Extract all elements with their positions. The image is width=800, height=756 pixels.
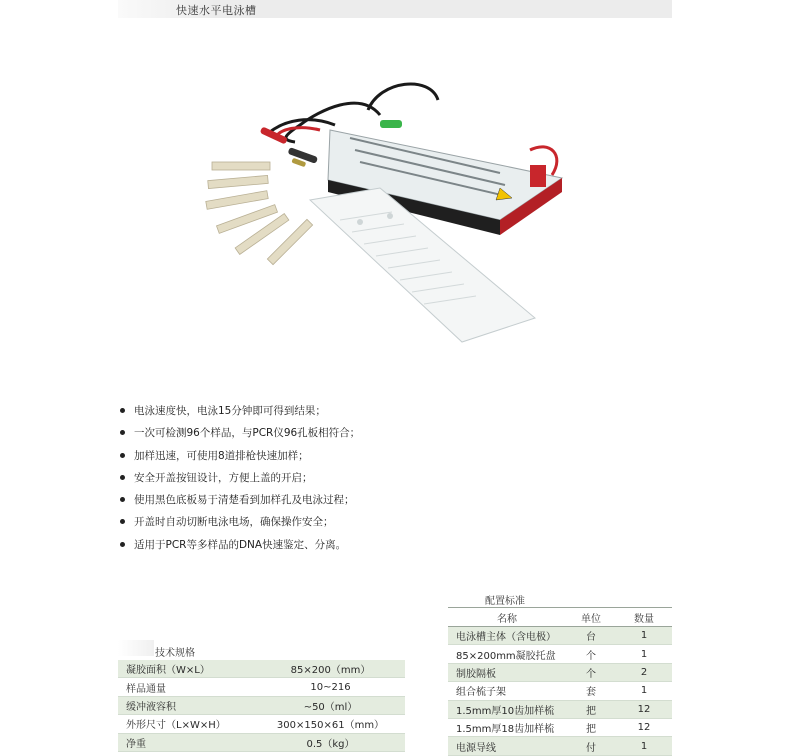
config-table	[448, 609, 672, 756]
table-row	[448, 682, 672, 700]
table-row	[118, 696, 405, 714]
table-row	[448, 718, 672, 736]
column-header-qty: 数量	[616, 609, 672, 627]
feature-list	[118, 400, 360, 556]
table-row	[448, 737, 672, 755]
bullet-icon	[120, 475, 125, 480]
bullet-icon	[120, 542, 125, 547]
section-title-decoration	[118, 640, 154, 656]
list-item: 安全开盖按钮设计，方便上盖的开启；	[118, 467, 360, 489]
table-row	[448, 645, 672, 663]
list-item: 开盖时自动切断电泳电场，确保操作安全；	[118, 511, 360, 533]
table-cell: 付	[566, 737, 616, 755]
table-cell: 300×150×61（mm）	[256, 715, 405, 733]
table-cell: 套	[566, 682, 616, 700]
table-cell: 把	[566, 700, 616, 718]
table-row	[448, 663, 672, 681]
table-cell: 1.5mm厚18齿加样梳	[448, 718, 566, 736]
table-cell: 1	[616, 737, 672, 755]
table-cell: 2	[616, 663, 672, 681]
table-cell: 1.5mm厚10齿加样梳	[448, 700, 566, 718]
table-cell: 85×200（mm）	[256, 660, 405, 678]
bullet-icon	[120, 408, 125, 413]
table-cell: 把	[566, 718, 616, 736]
table-row	[118, 660, 405, 678]
table-row	[118, 678, 405, 696]
list-item: 加样迅速，可使用8道排枪快速加样；	[118, 445, 360, 467]
table-cell: 12	[616, 718, 672, 736]
column-header-unit: 单位	[566, 609, 616, 627]
list-item: 一次可检测96个样品，与PCR仪96孔板相符合；	[118, 422, 360, 444]
table-cell: 0.5（kg）	[256, 733, 405, 751]
gel-electrophoresis-tank-image	[200, 70, 580, 370]
table-cell: 个	[566, 663, 616, 681]
table-cell: 样品通量	[118, 678, 256, 696]
table-cell: 制胶隔板	[448, 663, 566, 681]
spec-table	[118, 660, 405, 752]
table-row	[448, 700, 672, 718]
column-header-name: 名称	[448, 609, 566, 627]
table-cell: 个	[566, 645, 616, 663]
spec-title: 技术规格	[155, 648, 195, 659]
table-cell: 凝胶面积（W×L）	[118, 660, 256, 678]
divider	[448, 607, 672, 608]
table-cell: 85×200mm凝胶托盘	[448, 645, 566, 663]
bullet-icon	[120, 497, 125, 502]
page-title: 快速水平电泳槽	[176, 4, 257, 17]
table-cell: 电源导线	[448, 737, 566, 755]
table-cell: 12	[616, 700, 672, 718]
config-title: 配置标准	[485, 596, 525, 607]
table-cell: 组合梳子架	[448, 682, 566, 700]
table-cell: 外形尺寸（L×W×H）	[118, 715, 256, 733]
table-row	[448, 627, 672, 645]
table-cell: 1	[616, 627, 672, 645]
table-row	[118, 733, 405, 751]
table-cell: 1	[616, 645, 672, 663]
table-header-row	[448, 609, 672, 627]
list-item: 适用于PCR等多样品的DNA快速鉴定、分离。	[118, 534, 360, 556]
table-row	[118, 715, 405, 733]
table-cell: 缓冲液容积	[118, 696, 256, 714]
list-item: 电泳速度快，电泳15分钟即可得到结果；	[118, 400, 360, 422]
bullet-icon	[120, 519, 125, 524]
table-cell: 电泳槽主体（含电极）	[448, 627, 566, 645]
list-item: 使用黑色底板易于清楚看到加样孔及电泳过程；	[118, 489, 360, 511]
bullet-icon	[120, 430, 125, 435]
bullet-icon	[120, 453, 125, 458]
table-cell: 1	[616, 682, 672, 700]
table-cell: 10~216	[256, 678, 405, 696]
table-cell: 台	[566, 627, 616, 645]
table-cell: ~50（ml）	[256, 696, 405, 714]
table-cell: 净重	[118, 733, 256, 751]
